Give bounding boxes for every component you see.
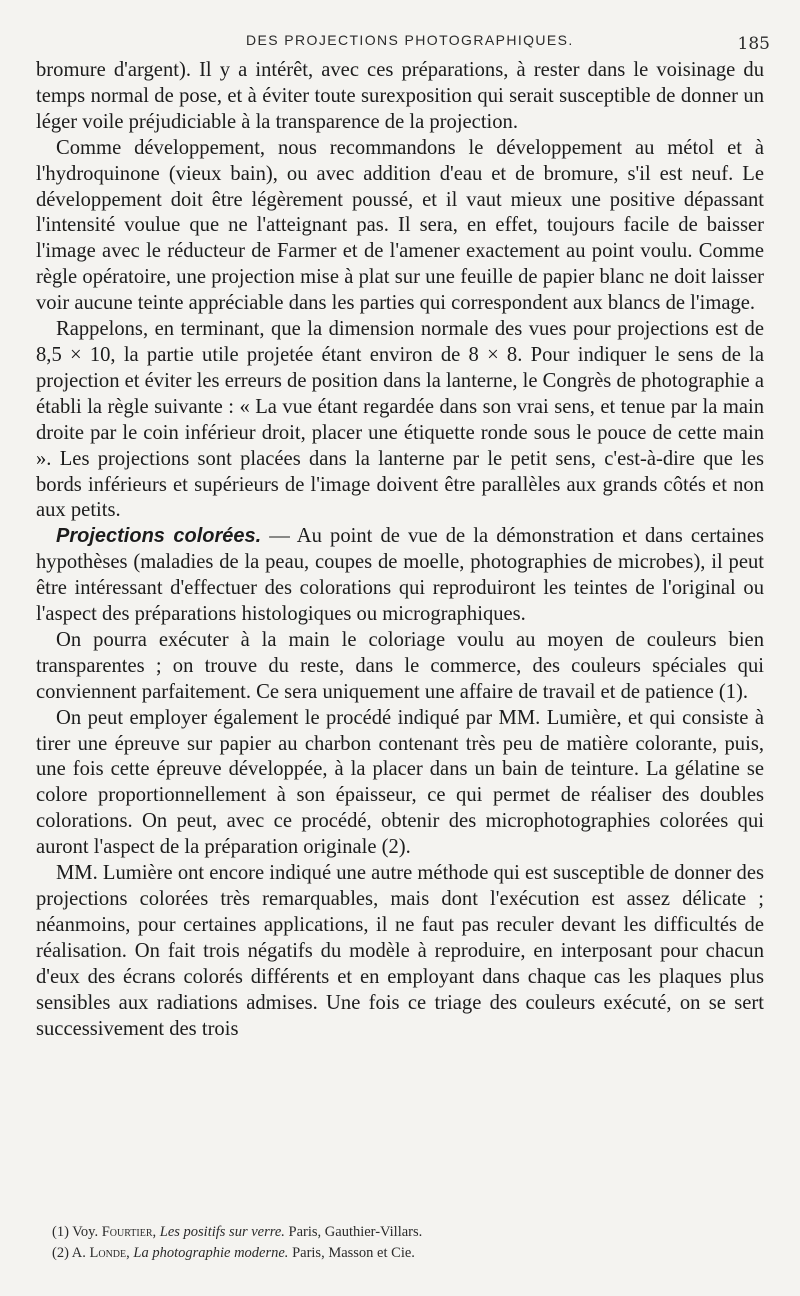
- page-header: [0, 28, 800, 54]
- paragraph-development: Comme développement, nous recommandons le développement au métol et à l'hydroquinone (vieux bain), ou avec addition d'eau et de bromure, s'il est neuf. Le développement doit être légèrement poussé, et il vaut mieux une positive dépassant l'intensité voulue que ne l'atteignant pas. Il sera, en effet, toujours facile de baisser l'image avec le réducteur de Farmer et de l'amener exactement au point voulu. Comme règle opératoire, une projection mise à plat sur une feuille de papier blanc ne doit laisser voir aucune teinte appréciable dans les parties qui correspondent aux blancs de l'image.: [36, 136, 764, 315]
- footnote-prefix: Voy.: [72, 1224, 99, 1240]
- footnote-publisher: Paris, Masson et Cie.: [292, 1245, 415, 1261]
- footnote-prefix: A.: [71, 1245, 86, 1261]
- paragraph-continuation: bromure d'argent). Il y a intérêt, avec ces préparations, à rester dans le voisinage du temps normal de pose, et à éviter toute surexposition qui serait susceptible de donner un léger voile préjudiciable à la transparence de la projection.: [36, 59, 764, 133]
- section-heading: Projections colorées.: [56, 525, 262, 548]
- footnote-title: La photographie moderne.: [133, 1245, 289, 1261]
- paragraph-colored-projections: [36, 524, 764, 628]
- paragraph-carbon-process: On peut employer également le procédé indiqué par MM. Lumière, et qui consiste à tirer une épreuve sur papier au charbon contenant très peu de matière colorante, puis, une fois cette épreuve développée, à la placer dans un bain de teinture. La gélatine se colore proportionnellement à son épaisseur, ce qui permet de réaliser des doubles colorations. On peut, avec ce procédé, obtenir des microphotographies colorées qui auront l'aspect de la préparation originale (2).: [36, 706, 764, 859]
- footnote-mark: (1): [52, 1224, 69, 1240]
- footnote-mark: (2): [52, 1245, 69, 1261]
- paragraph-dimensions: Rappelons, en terminant, que la dimension normale des vues pour projections est de 8,5 × 10, la partie utile projetée étant environ de 8 × 8. Pour indiquer le sens de la projection et éviter les erreurs de position dans la lanterne, le Congrès de photographie a établi la règle suivante : « La vue étant regardée dans son vrai sens, et tenue par la main droite par le coin inférieur droit, placer une étiquette ronde sous le pouce de cette main ». Les projections sont placées dans la lanterne par le petit sens, c'est-à-dire que les bords inférieurs et supérieurs de l'image doivent être parallèles aux grands côtés et non aux petits.: [36, 318, 764, 522]
- footnotes: [52, 1222, 764, 1264]
- footnote-author: Londe,: [89, 1245, 130, 1261]
- page-number: 185: [737, 34, 770, 54]
- paragraph-three-negatives: MM. Lumière ont encore indiqué une autre méthode qui est susceptible de donner des projections colorées très remarquables, mais dont l'exécution est assez délicate ; néanmoins, pour certaines applications, il ne faut pas reculer devant les difficultés de réalisation. On fait trois négatifs du modèle à reproduire, en interposant pour chacun d'eux des écrans colorés différents et en employant dans chaque cas les plaques plus sensibles aux radiations admises. Une fois ce triage des couleurs exécuté, on se sert successivement des trois: [36, 862, 764, 1040]
- running-head: DES PROJECTIONS PHOTOGRAPHIQUES.: [246, 32, 574, 48]
- footnote-title: Les positifs sur verre.: [159, 1224, 285, 1240]
- footnote-author: Fourtier,: [101, 1224, 157, 1240]
- section-intro-text: — Au point de vue de la démonstration et dans certaines hypothèses (maladies de la peau, coupes de moelle, photographies de microbes), il peut être intéressant d'effectuer des colorations qui reproduiront les teintes de l'original ou l'aspect des préparations histologiques ou micrographiques.: [36, 525, 765, 626]
- body-text: [36, 58, 764, 1042]
- footnote: [52, 1222, 764, 1243]
- footnote: [52, 1243, 764, 1264]
- footnote-publisher: Paris, Gauthier-Villars.: [288, 1224, 423, 1240]
- paragraph-hand-coloring: On pourra exécuter à la main le coloriage voulu au moyen de couleurs bien transparentes ; on trouve du reste, dans le commerce, des couleurs spéciales qui conviennent parfaitement. Ce sera uniquement une affaire de travail et de patience (1).: [36, 628, 764, 703]
